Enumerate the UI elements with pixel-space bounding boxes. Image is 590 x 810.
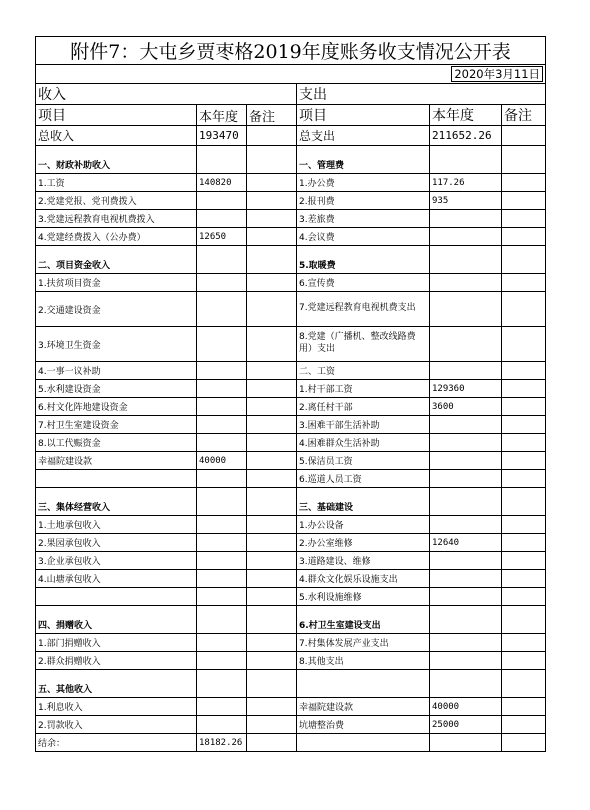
expense-note-cell — [502, 552, 546, 570]
table-row — [36, 498, 546, 516]
table-row — [36, 156, 546, 174]
table-row — [36, 680, 546, 698]
expense-note-cell — [502, 174, 546, 192]
income-note-cell — [247, 680, 297, 698]
income-item-cell: 1.土地承包收入 — [36, 516, 197, 534]
income-value-cell — [197, 362, 247, 380]
income-value-cell — [197, 516, 247, 534]
table-row — [36, 734, 546, 752]
income-note-cell — [247, 552, 297, 570]
income-item-cell: 4.山塘承包收入 — [36, 570, 197, 588]
expense-value-cell — [430, 680, 502, 698]
expense-item-cell: 坑塘整治费 — [297, 716, 430, 734]
income-item-cell: 8.以工代赈资金 — [36, 434, 197, 452]
report-date: 2020年3月11日 — [36, 65, 546, 84]
expense-value-cell — [430, 516, 502, 534]
spacer-cell — [197, 246, 247, 257]
table-row — [36, 698, 546, 716]
expense-item-cell — [297, 734, 430, 752]
table-row — [36, 362, 546, 380]
expense-item-cell: 三、基础建设 — [297, 498, 430, 516]
income-item-cell: 1.扶贫项目资金 — [36, 274, 197, 292]
income-item-cell: 2.罚款收入 — [36, 716, 197, 734]
expense-item-cell: 5.水利设施维修 — [297, 588, 430, 606]
income-value-cell — [197, 416, 247, 434]
expense-item-cell: 3.差旅费 — [297, 210, 430, 228]
total-income-value: 193470 — [197, 126, 247, 146]
income-value-cell — [197, 698, 247, 716]
spacer-cell — [247, 146, 297, 157]
total-income-label: 总收入 — [36, 126, 197, 146]
expense-value-cell: 40000 — [430, 698, 502, 716]
expense-note-cell — [502, 734, 546, 752]
spacer-cell — [502, 670, 546, 681]
table-row — [36, 398, 546, 416]
expense-value-cell — [430, 734, 502, 752]
income-note-cell — [247, 256, 297, 274]
spacer-cell — [247, 488, 297, 499]
spacer-row — [36, 146, 546, 157]
expense-item-cell: 1.办公费 — [297, 174, 430, 192]
expense-value-cell — [430, 274, 502, 292]
table-row — [36, 192, 546, 210]
income-note-cell — [247, 380, 297, 398]
income-item-cell: 1.利息收入 — [36, 698, 197, 716]
finance-table — [35, 36, 546, 752]
spacer-cell — [430, 146, 502, 157]
table-row — [36, 570, 546, 588]
table-row — [36, 588, 546, 606]
spacer-cell — [36, 246, 197, 257]
total-income-note — [247, 126, 297, 146]
expense-note-cell — [502, 292, 546, 327]
expense-item-cell: 4.会议费 — [297, 228, 430, 246]
income-value-cell — [197, 274, 247, 292]
spacer-cell — [197, 146, 247, 157]
table-row — [36, 534, 546, 552]
income-value-cell: 140820 — [197, 174, 247, 192]
expense-item-cell: 4.群众文化娱乐设施支出 — [297, 570, 430, 588]
income-item-cell: 五、其他收入 — [36, 680, 197, 698]
expense-note-cell — [502, 534, 546, 552]
expense-note-cell — [502, 398, 546, 416]
expense-value-cell — [430, 634, 502, 652]
income-note-cell — [247, 498, 297, 516]
expense-value-cell — [430, 588, 502, 606]
expense-value-cell — [430, 228, 502, 246]
expense-value-cell — [430, 210, 502, 228]
table-row — [36, 516, 546, 534]
spacer-cell — [430, 670, 502, 681]
expense-value-cell — [430, 362, 502, 380]
expense-note-cell — [502, 156, 546, 174]
income-item-cell: 三、集体经营收入 — [36, 498, 197, 516]
expense-item-cell: 一、管理费 — [297, 156, 430, 174]
table-row — [36, 470, 546, 488]
income-value-cell — [197, 210, 247, 228]
expense-note-cell — [502, 570, 546, 588]
income-note-cell — [247, 416, 297, 434]
expense-note-cell — [502, 516, 546, 534]
income-note-cell — [247, 156, 297, 174]
expense-item-header: 项目 — [297, 105, 430, 126]
expense-value-cell: 12640 — [430, 534, 502, 552]
expense-item-cell: 6.宣传费 — [297, 274, 430, 292]
expense-item-cell — [297, 680, 430, 698]
table-row — [36, 256, 546, 274]
expense-item-cell: 6.巡道人员工资 — [297, 470, 430, 488]
expense-value-cell: 25000 — [430, 716, 502, 734]
expense-value-cell — [430, 416, 502, 434]
income-value-cell — [197, 470, 247, 488]
table-row — [36, 292, 546, 327]
income-note-cell — [247, 570, 297, 588]
expense-note-cell — [502, 698, 546, 716]
spacer-cell — [36, 488, 197, 499]
income-item-cell: 1.部门捐赠收入 — [36, 634, 197, 652]
income-item-cell — [36, 588, 197, 606]
expense-header: 支出 — [297, 84, 546, 105]
expense-note-cell — [502, 716, 546, 734]
total-expense-label: 总支出 — [297, 126, 430, 146]
income-note-cell — [247, 327, 297, 362]
spacer-row — [36, 606, 546, 617]
income-value-cell: 18182.26 — [197, 734, 247, 752]
spacer-cell — [502, 146, 546, 157]
expense-value-cell — [430, 470, 502, 488]
income-value-cell — [197, 534, 247, 552]
expense-note-cell — [502, 362, 546, 380]
income-item-cell: 3.党建远程教育电视机费拨入 — [36, 210, 197, 228]
spacer-row — [36, 488, 546, 499]
income-note-cell — [247, 452, 297, 470]
expense-item-cell: 5.保洁员工资 — [297, 452, 430, 470]
spacer-cell — [297, 488, 430, 499]
table-row — [36, 416, 546, 434]
income-item-cell: 2.果园承包收入 — [36, 534, 197, 552]
income-note-cell — [247, 210, 297, 228]
income-note-cell — [247, 534, 297, 552]
expense-value-cell — [430, 434, 502, 452]
income-note-cell — [247, 398, 297, 416]
table-row — [36, 274, 546, 292]
income-value-cell — [197, 616, 247, 634]
income-value-cell — [197, 716, 247, 734]
spacer-cell — [36, 606, 197, 617]
expense-value-cell — [430, 652, 502, 670]
table-row — [36, 327, 546, 362]
expense-value-cell — [430, 156, 502, 174]
expense-note-cell — [502, 588, 546, 606]
income-note-cell — [247, 734, 297, 752]
expense-item-cell: 6.村卫生室建设支出 — [297, 616, 430, 634]
table-row — [36, 174, 546, 192]
table-row — [36, 228, 546, 246]
expense-note-cell — [502, 210, 546, 228]
expense-note-cell — [502, 470, 546, 488]
table-row — [36, 452, 546, 470]
spacer-cell — [247, 246, 297, 257]
expense-value-cell — [430, 292, 502, 327]
expense-item-cell: 2.离任村干部 — [297, 398, 430, 416]
income-item-cell: 2.群众捐赠收入 — [36, 652, 197, 670]
table-row — [36, 210, 546, 228]
income-item-cell: 3.环境卫生资金 — [36, 327, 197, 362]
spacer-cell — [36, 670, 197, 681]
spacer-cell — [502, 246, 546, 257]
expense-item-cell: 二、工资 — [297, 362, 430, 380]
income-item-cell — [36, 470, 197, 488]
table-row — [36, 380, 546, 398]
income-value-cell — [197, 256, 247, 274]
spacer-cell — [502, 488, 546, 499]
finance-sheet — [35, 36, 545, 752]
expense-note-cell — [502, 274, 546, 292]
expense-item-cell: 4.困难群众生活补助 — [297, 434, 430, 452]
income-note-cell — [247, 588, 297, 606]
spacer-cell — [247, 670, 297, 681]
income-note-cell — [247, 274, 297, 292]
spacer-cell — [297, 606, 430, 617]
expense-note-cell — [502, 228, 546, 246]
table-row — [36, 716, 546, 734]
expense-note-header: 备注 — [502, 105, 546, 126]
expense-note-cell — [502, 680, 546, 698]
income-note-cell — [247, 634, 297, 652]
table-row — [36, 652, 546, 670]
income-note-cell — [247, 192, 297, 210]
income-value-cell — [197, 327, 247, 362]
expense-value-cell: 3600 — [430, 398, 502, 416]
expense-note-cell — [502, 498, 546, 516]
spacer-cell — [197, 670, 247, 681]
expense-item-cell: 幸福院建设款 — [297, 698, 430, 716]
income-note-cell — [247, 228, 297, 246]
income-note-cell — [247, 698, 297, 716]
table-row — [36, 552, 546, 570]
income-value-cell — [197, 292, 247, 327]
spacer-cell — [430, 246, 502, 257]
income-note-cell — [247, 174, 297, 192]
expense-note-cell — [502, 452, 546, 470]
income-note-cell — [247, 470, 297, 488]
income-note-cell — [247, 652, 297, 670]
expense-item-cell: 2.报刊费 — [297, 192, 430, 210]
spacer-cell — [502, 606, 546, 617]
spacer-cell — [430, 488, 502, 499]
spacer-cell — [36, 146, 197, 157]
expense-item-cell: 7.村集体发展产业支出 — [297, 634, 430, 652]
expense-note-cell — [502, 416, 546, 434]
income-value-cell — [197, 570, 247, 588]
expense-note-cell — [502, 327, 546, 362]
spacer-cell — [197, 606, 247, 617]
income-item-cell: 四、捐赠收入 — [36, 616, 197, 634]
spacer-row — [36, 670, 546, 681]
expense-item-cell: 1.村干部工资 — [297, 380, 430, 398]
expense-value-cell — [430, 256, 502, 274]
income-item-cell: 7.村卫生室建设资金 — [36, 416, 197, 434]
income-value-cell — [197, 398, 247, 416]
spacer-cell — [297, 670, 430, 681]
expense-value-cell — [430, 327, 502, 362]
income-value-cell — [197, 588, 247, 606]
income-value-cell — [197, 552, 247, 570]
expense-value-cell — [430, 498, 502, 516]
expense-value-cell — [430, 452, 502, 470]
expense-value-cell: 129360 — [430, 380, 502, 398]
income-item-cell: 4.一事一议补助 — [36, 362, 197, 380]
income-item-cell: 2.党建党报、党刊费拨入 — [36, 192, 197, 210]
income-item-cell: 5.水利建设资金 — [36, 380, 197, 398]
income-item-cell: 2.交通建设资金 — [36, 292, 197, 327]
income-item-cell: 1.工资 — [36, 174, 197, 192]
expense-value-cell — [430, 552, 502, 570]
expense-item-cell: 8.党建（广播机、整改线路费用）支出 — [297, 327, 430, 362]
income-value-cell — [197, 434, 247, 452]
expense-note-cell — [502, 434, 546, 452]
table-row — [36, 616, 546, 634]
total-expense-note — [502, 126, 546, 146]
income-value-cell — [197, 156, 247, 174]
spacer-cell — [197, 488, 247, 499]
spacer-cell — [297, 246, 430, 257]
table-row — [36, 634, 546, 652]
income-header: 收入 — [36, 84, 297, 105]
income-item-header: 项目 — [36, 105, 197, 126]
expense-item-cell: 1.办公设备 — [297, 516, 430, 534]
income-value-cell: 40000 — [197, 452, 247, 470]
table-row — [36, 434, 546, 452]
expense-note-cell — [502, 634, 546, 652]
income-item-cell: 一、财政补助收入 — [36, 156, 197, 174]
income-item-cell: 3.企业承包收入 — [36, 552, 197, 570]
expense-note-cell — [502, 380, 546, 398]
expense-value-cell: 935 — [430, 192, 502, 210]
income-item-cell: 二、项目资金收入 — [36, 256, 197, 274]
income-value-cell — [197, 498, 247, 516]
income-note-cell — [247, 516, 297, 534]
expense-item-cell: 7.党建远程教育电视机费支出 — [297, 292, 430, 327]
expense-item-cell: 3.困难干部生活补助 — [297, 416, 430, 434]
income-note-cell — [247, 362, 297, 380]
expense-note-cell — [502, 192, 546, 210]
spacer-cell — [247, 606, 297, 617]
expense-value-cell: 117.26 — [430, 174, 502, 192]
spacer-cell — [297, 146, 430, 157]
income-note-header: 备注 — [247, 105, 297, 126]
income-value-cell — [197, 652, 247, 670]
total-expense-value: 211652.26 — [430, 126, 502, 146]
income-item-cell: 结余： — [36, 734, 197, 752]
expense-note-cell — [502, 652, 546, 670]
expense-note-cell — [502, 616, 546, 634]
spacer-row — [36, 246, 546, 257]
income-note-cell — [247, 716, 297, 734]
income-value-cell — [197, 192, 247, 210]
expense-value-cell — [430, 616, 502, 634]
expense-item-cell: 2.办公室维修 — [297, 534, 430, 552]
expense-value-cell — [430, 570, 502, 588]
expense-year-header: 本年度 — [430, 105, 502, 126]
income-note-cell — [247, 616, 297, 634]
income-note-cell — [247, 434, 297, 452]
income-item-cell: 6.村文化阵地建设资金 — [36, 398, 197, 416]
income-item-cell: 幸福院建设款 — [36, 452, 197, 470]
income-value-cell — [197, 380, 247, 398]
expense-note-cell — [502, 256, 546, 274]
expense-item-cell: 3.道路建设、维修 — [297, 552, 430, 570]
income-value-cell — [197, 634, 247, 652]
income-note-cell — [247, 292, 297, 327]
income-value-cell: 12650 — [197, 228, 247, 246]
income-item-cell: 4.党建经费拨入（公办费） — [36, 228, 197, 246]
expense-item-cell: 5.取暖费 — [297, 256, 430, 274]
page-title: 附件7：大屯乡贾枣格2019年度账务收支情况公开表 — [36, 37, 546, 65]
income-year-header: 本年度 — [197, 105, 247, 126]
spacer-cell — [430, 606, 502, 617]
income-value-cell — [197, 680, 247, 698]
expense-item-cell: 8.其他支出 — [297, 652, 430, 670]
